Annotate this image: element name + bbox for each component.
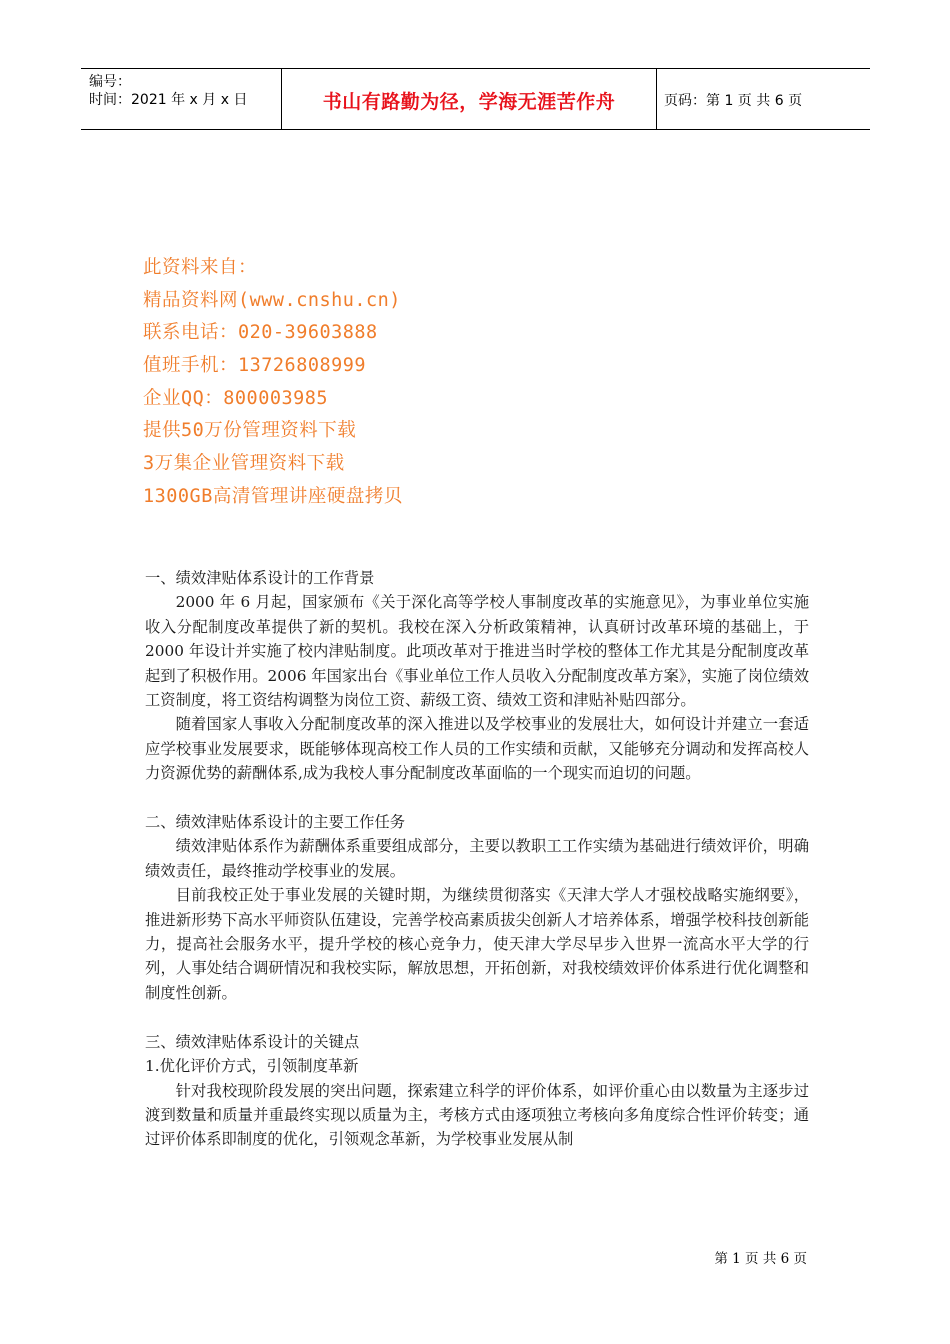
header-page-code: 页码：第 1 页 共 6 页 (664, 93, 803, 109)
document-body (145, 566, 809, 1152)
ad-line-website: 精品资料网(www.cnshu.cn) (143, 289, 401, 311)
footer-page-number: 第 1 页 共 6 页 (714, 1251, 807, 1267)
section-2-paragraph-2: 目前我校正处于事业发展的关键时期，为继续贯彻落实《天津大学人才强校战略实施纲要》，推进新形势下高水平师资队伍建设，完善学校高素质拔尖创新人才培养体系，增强学校科技创新能力，提高社会服务水平，提升学校的核心竞争力，使天津大学尽早步入世界一流高水平大学的行列，人事处结合调研情况和我校实际，解放思想，开拓创新，对我校绩效评价体系进行优化调整和制度性创新。 (145, 886, 809, 1002)
page-header (81, 68, 870, 130)
spacer (145, 1005, 809, 1029)
document-number-label: 编号： (89, 74, 131, 90)
section-3-subheading-1: 1.优化评价方式，引领制度革新 (145, 1057, 359, 1076)
ad-line-source: 此资料来自： (143, 257, 258, 278)
spacer (145, 786, 809, 810)
source-ad-block (143, 252, 403, 514)
ad-line-qq: 企业QQ：800003985 (143, 387, 329, 409)
section-3-heading: 三、绩效津贴体系设计的关键点 (145, 1032, 360, 1051)
section-1-heading: 一、绩效津贴体系设计的工作背景 (145, 569, 375, 587)
header-motto-cell (281, 69, 657, 129)
ad-line-offer-3: 1300GB高清管理讲座硬盘拷贝 (143, 485, 403, 507)
ad-line-offer-2: 3万集企业管理资料下载 (143, 453, 345, 475)
ad-line-offer-1: 提供50万份管理资料下载 (143, 420, 357, 442)
ad-line-phone: 联系电话：020-39603888 (143, 322, 378, 344)
section-1-paragraph-2: 随着国家人事收入分配制度改革的深入推进以及学校事业的发展壮大，如何设计并建立一套适应学校事业发展要求，既能够体现高校工作人员的工作实绩和贡献，又能够充分调动和发挥高校人力资源优势的薪酬体系,成为我校人事分配制度改革面临的一个现实而迫切的问题。 (145, 715, 809, 783)
section-2-paragraph-1: 绩效津贴体系作为薪酬体系重要组成部分，主要以教职工工作实绩为基础进行绩效评价，明确绩效责任，最终推动学校事业的发展。 (145, 837, 809, 880)
section-2-heading: 二、绩效津贴体系设计的主要工作任务 (145, 813, 406, 832)
header-meta-cell (81, 69, 281, 129)
motto-text: 书山有路勤为径，学海无涯苦作舟 (322, 91, 616, 113)
section-3-paragraph-1: 针对我校现阶段发展的突出问题，探索建立科学的评价体系，如评价重心由以数量为主逐步过渡到数量和质量并重最终实现以质量为主，考核方式由逐项独立考核向多角度综合性评价转变；通过评价体系即制度的优化，引领观念革新，为学校事业发展从制 (145, 1081, 809, 1149)
section-1-paragraph-1: 2000 年 6 月起，国家颁布《关于深化高等学校人事制度改革的实施意见》，为事业单位实施收入分配制度改革提供了新的契机。我校在深入分析政策精神，认真研讨改革环境的基础上，于 2000 年设计并实施了校内津贴制度。此项改革对于推进当时学校的整体工作尤其是分配制度改革起到了积极作用。2006 年国家出台《事业单位工作人员收入分配制度改革方案》，实施了岗位绩效工资制度，将工资结构调整为岗位工资、薪级工资、绩效工资和津贴补贴四部分。 (145, 593, 809, 710)
document-time-label: 时间：2021 年 x 月 x 日 (89, 92, 248, 108)
header-page-cell (656, 69, 870, 129)
ad-line-mobile: 值班手机：13726808999 (143, 355, 367, 377)
